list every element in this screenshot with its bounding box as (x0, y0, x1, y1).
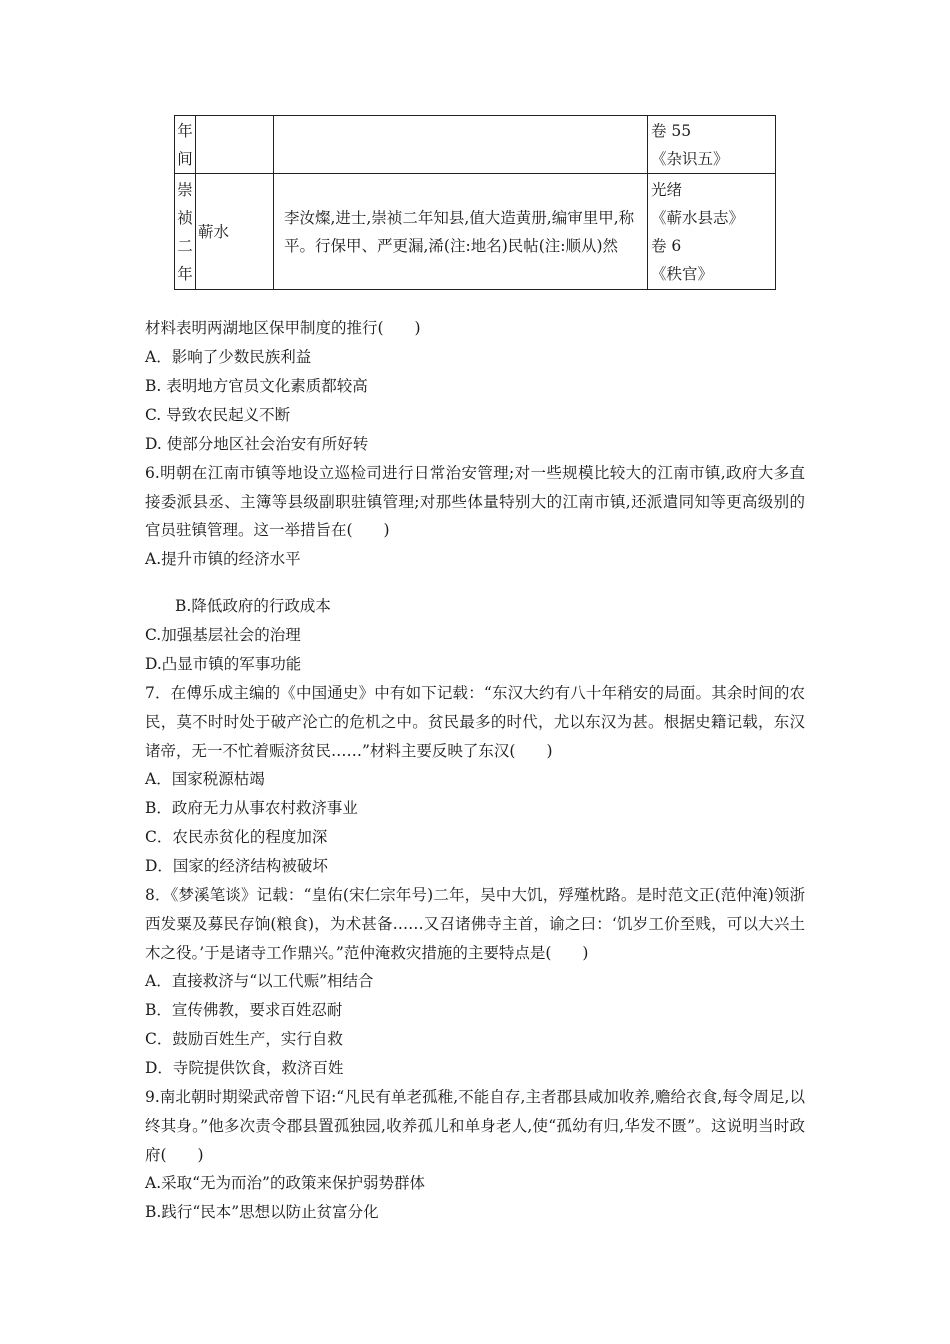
source-line: 卷 55 (651, 121, 692, 140)
option-a: A．影响了少数民族利益 (145, 348, 312, 366)
spacer (145, 574, 805, 592)
option-d: D. 使部分地区社会治安有所好转 (145, 435, 369, 453)
question-6 (145, 459, 805, 679)
table-cell-source (648, 116, 776, 174)
table-cell-place (196, 116, 274, 174)
option-d: D．寺院提供饮食，救济百姓 (145, 1059, 344, 1078)
question-stem: 材料表明两湖地区保甲制度的推行( ) (145, 319, 421, 337)
option-c: C.加强基层社会的治理 (145, 626, 301, 645)
option-b: B. 表明地方官员文化素质都较高 (145, 377, 368, 395)
source-line: 《秩官》 (651, 264, 714, 283)
table-cell-year: 崇祯二年 (175, 174, 196, 290)
source-line: 《蕲水县志》 (651, 208, 745, 227)
table-row (175, 116, 776, 174)
table-row (175, 174, 776, 290)
option-d: D.凸显市镇的军事功能 (145, 655, 302, 674)
option-b: B.降低政府的行政成本 (175, 597, 331, 616)
option-b: B．政府无力从事农村救济事业 (145, 799, 358, 818)
history-table (174, 115, 776, 290)
option-a: A．国家税源枯竭 (145, 770, 265, 789)
question-8 (145, 881, 805, 1083)
question-9 (145, 1083, 805, 1227)
question-stem: 6.明朝在江南市镇等地设立巡检司进行日常治安管理;对一些规模比较大的江南市镇,政府大多直接委派县丞、主簿等县级副职驻镇管理;对那些体量特别大的江南市镇,还派遣同知等更高级别的官员驻镇管理。这一举措旨在( ) (145, 464, 805, 540)
table-cell-year: 年间 (175, 116, 196, 174)
option-c: C．农民赤贫化的程度加深 (145, 828, 328, 847)
option-a: A.采取“无为而治”的政策来保护弱势群体 (145, 1174, 425, 1193)
question-5 (145, 314, 805, 459)
question-stem: 8．《梦溪笔谈》记载：“皇佑(宋仁宗年号)二年，吴中大饥，殍殣枕路。是时范文正(范仲淹)领浙西发粟及募民存饷(粮食)，为术甚备……又召诸佛寺主首，谕之曰：‘饥岁工价至贱，可以大兴土木之役。’于是诸寺工作鼎兴。”范仲淹救灾措施的主要特点是( ) (145, 886, 805, 962)
question-content (145, 314, 805, 1227)
table-cell-desc: 李汝燦,进士,崇祯二年知县,值大造黄册,编审里甲,称平。行保甲、严更漏,浠(注:地名)民帖(注:顺从)然 (274, 174, 648, 290)
table-cell-source (648, 174, 776, 290)
source-line: 《杂识五》 (651, 149, 729, 168)
option-c: C．鼓励百姓生产，实行自救 (145, 1030, 343, 1049)
option-b: B．宣传佛教，要求百姓忍耐 (145, 1001, 343, 1020)
option-b: B.践行“民本”思想以防止贫富分化 (145, 1203, 379, 1222)
option-a: A.提升市镇的经济水平 (145, 550, 301, 569)
option-c: C. 导致农民起义不断 (145, 406, 291, 424)
source-line: 光绪 (651, 180, 683, 199)
option-d: D．国家的经济结构被破坏 (145, 857, 328, 876)
question-7 (145, 679, 805, 881)
question-stem: 7．在傅乐成主编的《中国通史》中有如下记载：“东汉大约有八十年稍安的局面。其余时间的农民，莫不时时处于破产沦亡的危机之中。贫民最多的时代，尤以东汉为甚。根据史籍记载，东汉诸帝，无一不忙着赈济贫民……”材料主要反映了东汉( ) (145, 684, 805, 760)
question-stem: 9.南北朝时期梁武帝曾下诏:“凡民有单老孤稚,不能自存,主者郡县咸加收养,赡给衣食,每令周足,以终其身。”他多次责令郡县置孤独园,收养孤儿和单身老人,使“孤幼有归,华发不匮”。这说明当时政府( ) (145, 1088, 805, 1164)
table-cell-desc (274, 116, 648, 174)
option-a: A．直接救济与“以工代赈”相结合 (145, 972, 374, 991)
source-line: 卷 6 (651, 236, 682, 255)
table-cell-place: 蕲水 (196, 174, 274, 290)
